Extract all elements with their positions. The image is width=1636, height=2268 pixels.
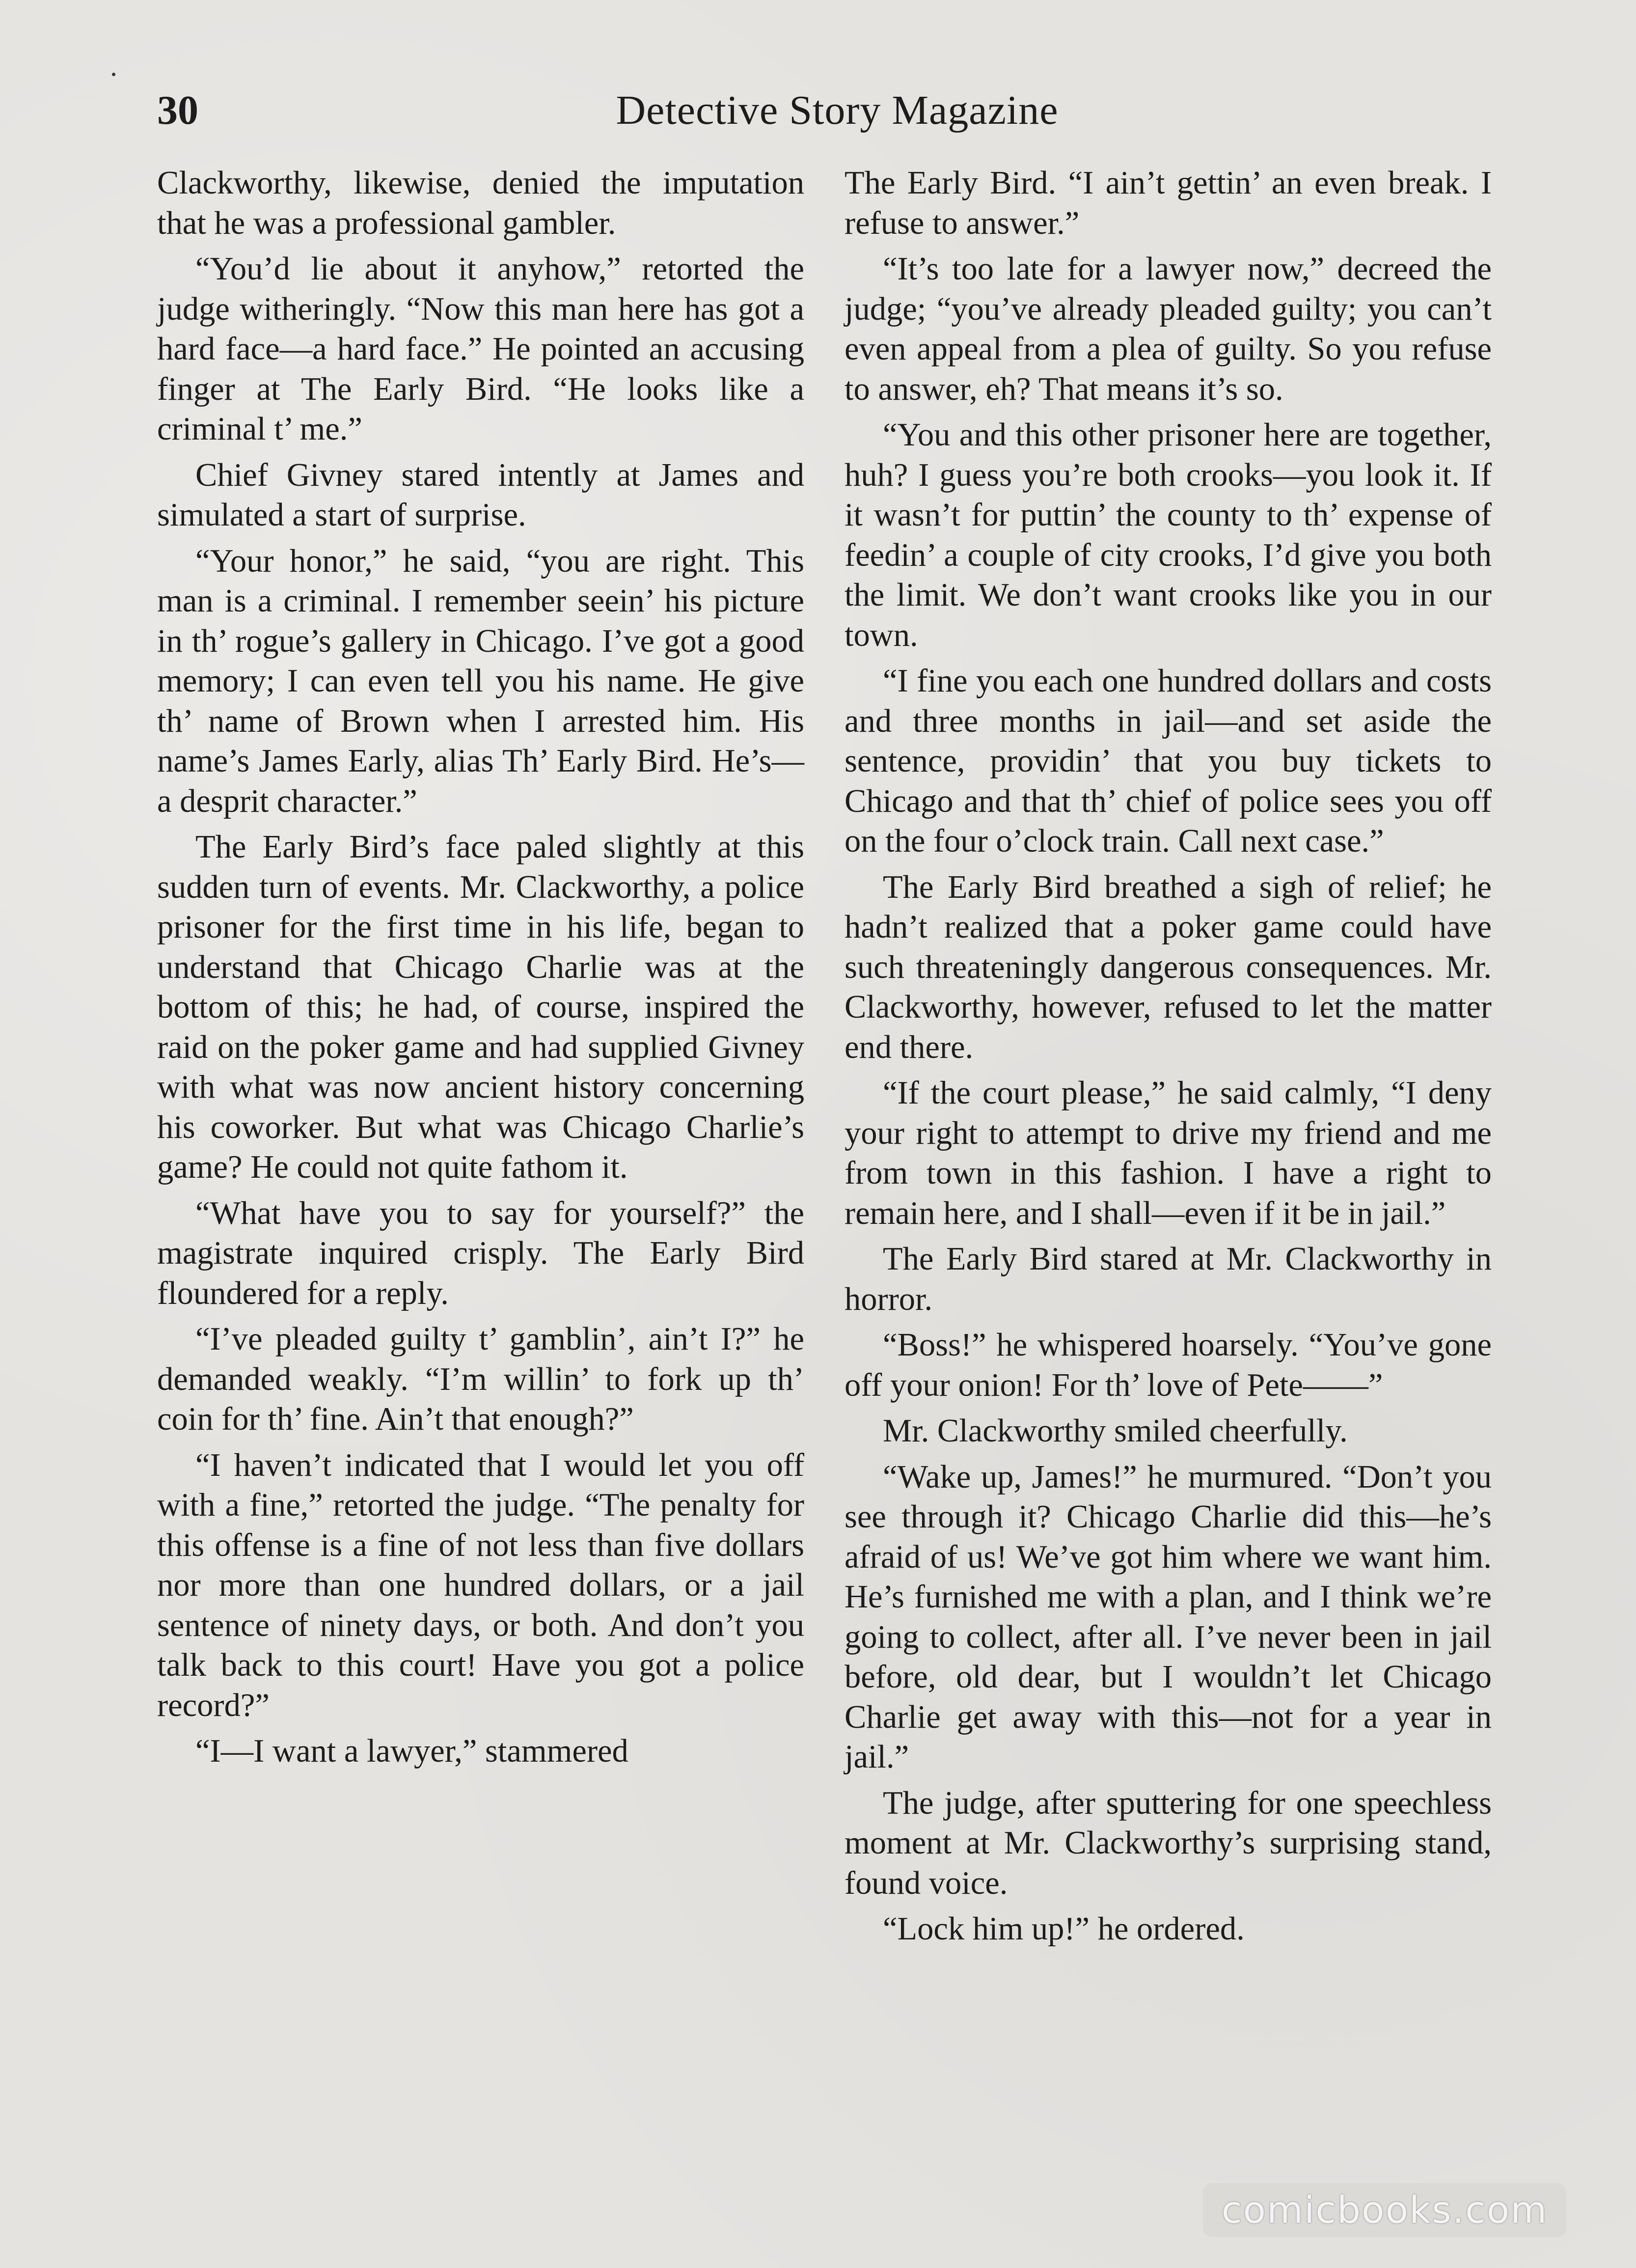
watermark-logo: comicbooks.com [1203,2183,1566,2237]
paragraph: “What have you to say for yourself?” the magistrate inquired crisply. The Early Bird floundered for a reply. [157,1195,804,1311]
magazine-title: Detective Story Magazine [616,87,1059,133]
paragraph: The Early Bird stared at Mr. Clackworthy in horror. [845,1241,1492,1317]
page-number: 30 [157,87,198,133]
paragraph: The Early Bird breathed a sigh of relief; he hadn’t realized that a poker game could have such threateningly dangerous consequences. Mr. Clackworthy, however, refused to let the matter end there. [845,869,1492,1065]
paragraph: “I fine you each one hundred dollars and costs and three months in jail—and set aside the sentence, providin’ that you buy tickets to Chicago and that th’ chief of police sees you off on the four o’clock train. Call next case.” [845,663,1492,859]
paragraph: The judge, after sputtering for one speechless moment at Mr. Clackworthy’s surprising stand, found voice. [845,1785,1492,1901]
paragraph: “Lock him up!” he ordered. [883,1911,1245,1947]
paragraph: Clackworthy, likewise, denied the imputation that he was a professional gambler. [157,165,804,241]
paragraph: “I’ve pleaded guilty t’ gamblin’, ain’t I?” he demanded weakly. “I’m willin’ to fork up th’ coin for th’ fine. Ain’t that enough?” [157,1321,804,1437]
left-column [157,163,804,2191]
paragraph: “You and this other prisoner here are together, huh? I guess you’re both crooks—you look it. If it wasn’t for puttin’ the county to th’ expense of feedin’ a couple of city crooks, I’d give you both the limit. We don’t want crooks like you in our town. [845,417,1492,653]
paragraph: The Early Bird’s face paled slightly at this sudden turn of events. Mr. Clackworthy, a police prisoner for the first time in his life, began to understand that Chicago Charlie was at the bottom of this; he had, of course, inspired the raid on the poker game and had supplied Givney with what was now ancient history concerning his coworker. But what was Chicago Charlie’s game? He could not quite fathom it. [157,829,804,1185]
paragraph: “It’s too late for a lawyer now,” decreed the judge; “you’ve already pleaded guilty; you can’t even appeal from a plea of guilty. So you refuse to answer, eh? That means it’s so. [845,251,1492,407]
paragraph: “You’d lie about it anyhow,” retorted the judge witheringly. “Now this man here has got a hard face—a hard face.” He pointed an accusing finger at The Early Bird. “He looks like a criminal t’ me.” [157,251,804,447]
paragraph: “I haven’t indicated that I would let you off with a fine,” retorted the judge. “The penalty for this offense is a fine of not less than five dollars nor more than one hundred dollars, or a jail sentence of ninety days, or both. And don’t you talk back to this court! Have you got a police record?” [157,1447,804,1723]
paragraph: “Wake up, James!” he murmured. “Don’t you see through it? Chicago Charlie did this—he’s afraid of us! We’ve got him where we want him. He’s furnished me with a plan, and I think we’re going to collect, after all. I’ve never been in jail before, old dear, but I wouldn’t let Chicago Charlie get away with this—not for a year in jail.” [845,1459,1492,1775]
right-column [845,163,1492,2191]
paragraph: “I—I want a lawyer,” stammered [195,1733,628,1769]
print-speck [112,73,115,76]
paragraph: “If the court please,” he said calmly, “I deny your right to attempt to drive my friend and me from town in this fashion. I have a right to remain here, and I shall—even if it be in jail.” [845,1075,1492,1231]
paragraph: “Your honor,” he said, “you are right. This man is a criminal. I remember seein’ his picture in th’ rogue’s gallery in Chicago. I’ve got a good memory; I can even tell you his name. He give th’ name of Brown when I arrested him. His name’s James Early, alias Th’ Early Bird. He’s—a desprit character.” [157,543,804,819]
paragraph: Chief Givney stared intently at James and simulated a start of surprise. [157,457,804,533]
paragraph: The Early Bird. “I ain’t gettin’ an even break. I refuse to answer.” [845,165,1492,241]
paragraph: Mr. Clackworthy smiled cheerfully. [883,1413,1348,1449]
paragraph: “Boss!” he whispered hoarsely. “You’ve gone off your onion! For th’ love of Pete——” [845,1327,1492,1403]
page-header [157,79,1483,142]
